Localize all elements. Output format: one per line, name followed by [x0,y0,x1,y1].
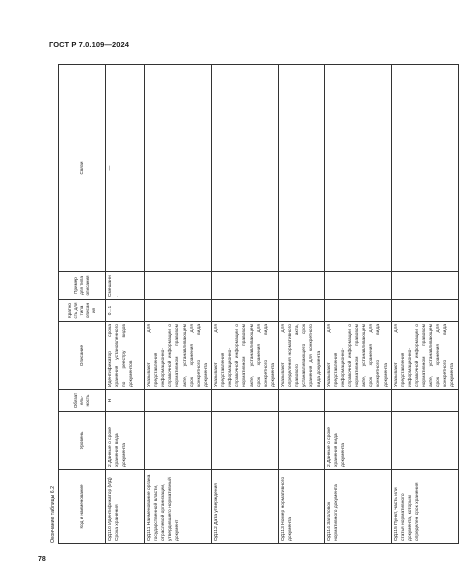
column-header-example: Пример для типа описания [59,272,106,300]
cell-example [324,272,391,300]
cell-required [391,390,458,412]
cell-multiplicity [145,300,212,322]
cell-links [324,65,391,272]
cell-level: 2.Данные о сроке хранения вида документа [324,412,391,470]
cell-description: Указывают для представления информационно-справочной информации о нормативном правовом акте, устанавливающем срок хранения для конкретного вида документа [324,322,391,390]
cell-multiplicity [278,300,324,322]
cell-multiplicity [391,300,458,322]
cell-multiplicity [324,300,391,322]
cell-code: ОД112 Дата утверждения [211,470,278,544]
cell-multiplicity: 0...1 [106,300,145,322]
table-continuation-note: Окончание таблицы 6.2 [50,485,56,543]
cell-code: ОД110 Идентификатор (ИД) Срока хранения [106,470,145,544]
cell-links [211,65,278,272]
column-header-code: Код и наименование [59,470,106,544]
cell-level [391,412,458,470]
cell-example [391,272,458,300]
cell-description: Указывают для представления информационно-справочной информации о нормативном правовом акте, устанавливающем срок хранения для конкретного вида документа [391,322,458,390]
cell-level: 2.Данные о сроке хранения вида документа [106,412,145,470]
cell-description: Указывают для определения нормативного правового акта, устанавливающего срок хранения для конкретного вида документа [278,322,324,390]
page-number: 78 [38,556,46,563]
cell-links [278,65,324,272]
cell-links: — [106,65,145,272]
table-row [324,65,391,544]
cell-links [145,65,212,272]
column-header-description: Описание [59,322,106,390]
cell-level [145,412,212,470]
cell-code: ОД113 Номер нормативного документа [278,470,324,544]
table-row [391,65,458,544]
cell-example [211,272,278,300]
cell-code: ОД115 Пункт, часть или статья нормативного документа, которым определен срок хранения [391,470,458,544]
cell-code: ОД111 Наименование органа государственной власти, отраслевой организации, утвердившего нормативный документ [145,470,212,544]
cell-example: Смешанн. [106,272,145,300]
elements-table [58,64,459,544]
cell-level [278,412,324,470]
column-header-required: Обязатель-ность [59,390,106,412]
column-header-links: Связи [59,65,106,272]
rotated-table-block [49,64,456,544]
column-header-multiplicity: Кратность для типа описания [59,300,106,322]
column-header-level: Уровень [59,412,106,470]
table-header-row [59,65,106,544]
cell-example [145,272,212,300]
cell-description: Указывают для представления информационно-справочной информации о нормативном правовом акте, устанавливающем срок хранения для конкретного вида документа [145,322,212,390]
cell-example [278,272,324,300]
table-row [106,65,145,544]
table-row [145,65,212,544]
cell-level [211,412,278,470]
standard-code: ГОСТ Р 7.0.109—2024 [49,40,130,49]
cell-required [145,390,212,412]
cell-required [324,390,391,412]
cell-description: Идентификатор срока хранения установленного по реестру видов документов [106,322,145,390]
cell-required: Н [106,390,145,412]
cell-required [278,390,324,412]
cell-multiplicity [211,300,278,322]
cell-required [211,390,278,412]
cell-links [391,65,458,272]
table-row [211,65,278,544]
table-row [278,65,324,544]
cell-description: Указывают для представления информационно-справочной информации о нормативном правовом акте, устанавливающем срок хранения для конкретного вида документа [211,322,278,390]
cell-code: ОД114 Заголовок нормативного документа [324,470,391,544]
